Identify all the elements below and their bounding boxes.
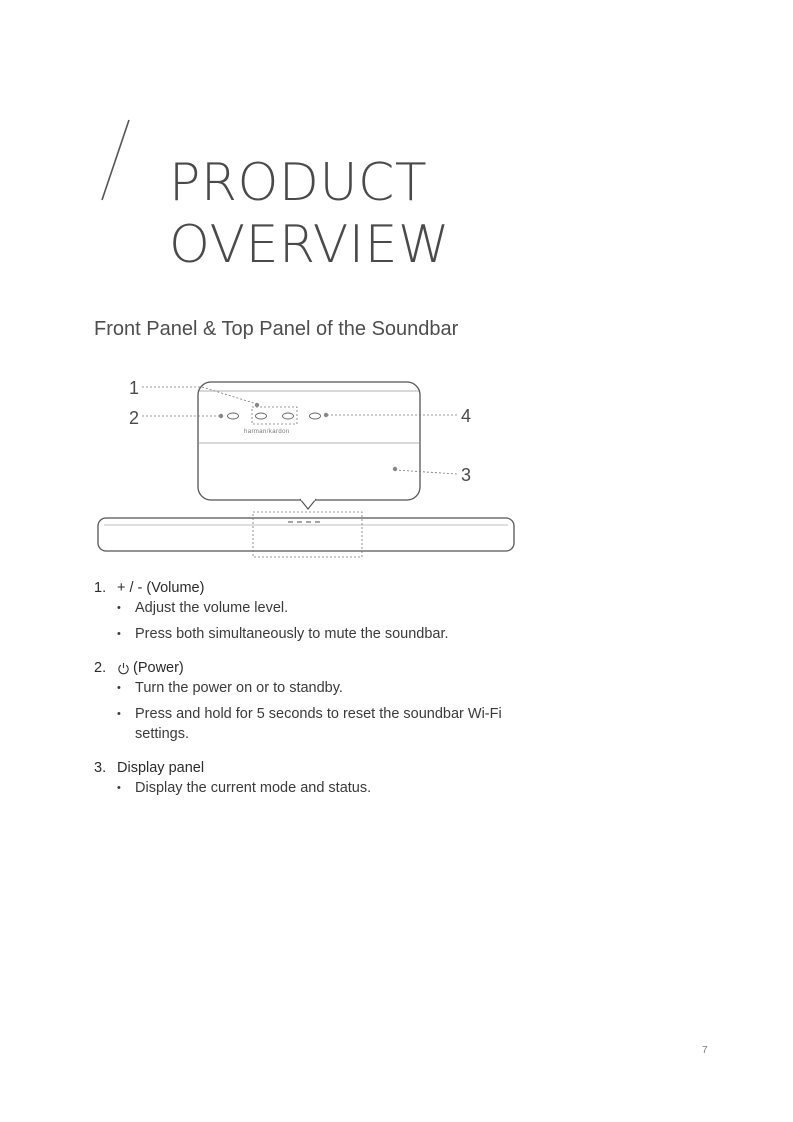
item-number: 3. [94, 760, 107, 776]
item-title: (Power) [133, 660, 184, 676]
callout-label-4: 4 [461, 406, 472, 426]
bullet-item: • Press both simultaneously to mute the soundbar. [117, 624, 554, 644]
bullet-item: • Turn the power on or to standby. [117, 678, 554, 698]
page-title [169, 152, 450, 276]
bullet-item: • Adjust the volume level. [117, 598, 554, 618]
top-panel-magnified [198, 382, 420, 500]
page-title-line-2: OVERVIEW [169, 215, 450, 275]
item-heading [94, 758, 554, 778]
brand-logo: harman/kardon [244, 429, 290, 435]
list-item-display [94, 758, 554, 798]
decorative-slash [96, 118, 140, 204]
callout-label-3: 3 [461, 465, 472, 485]
item-heading [94, 658, 554, 678]
item-heading [94, 578, 554, 598]
soundbar-body [98, 518, 514, 551]
item-number: 2. [94, 660, 107, 676]
list-item-power [94, 658, 554, 744]
item-title: + / - (Volume) [117, 580, 205, 596]
bullet-list [94, 778, 554, 798]
bullet-list [94, 678, 554, 744]
item-number: 1. [94, 580, 107, 596]
section-subtitle: Front Panel & Top Panel of the Soundbar [94, 318, 459, 340]
item-title: Display panel [117, 760, 205, 776]
bullet-item: • Display the current mode and status. [117, 778, 554, 798]
bullet-item: • Press and hold for 5 seconds to reset the soundbar Wi-Fi settings. [117, 704, 554, 744]
list-item-volume [94, 578, 554, 644]
soundbar-diagram [90, 370, 530, 570]
feature-list [94, 578, 554, 812]
callout-label-2: 2 [129, 408, 140, 428]
callout-label-1: 1 [129, 378, 140, 398]
power-icon [117, 662, 130, 675]
bullet-list [94, 598, 554, 644]
page-title-line-1: PRODUCT [169, 153, 428, 213]
page-number: 7 [702, 1045, 708, 1056]
